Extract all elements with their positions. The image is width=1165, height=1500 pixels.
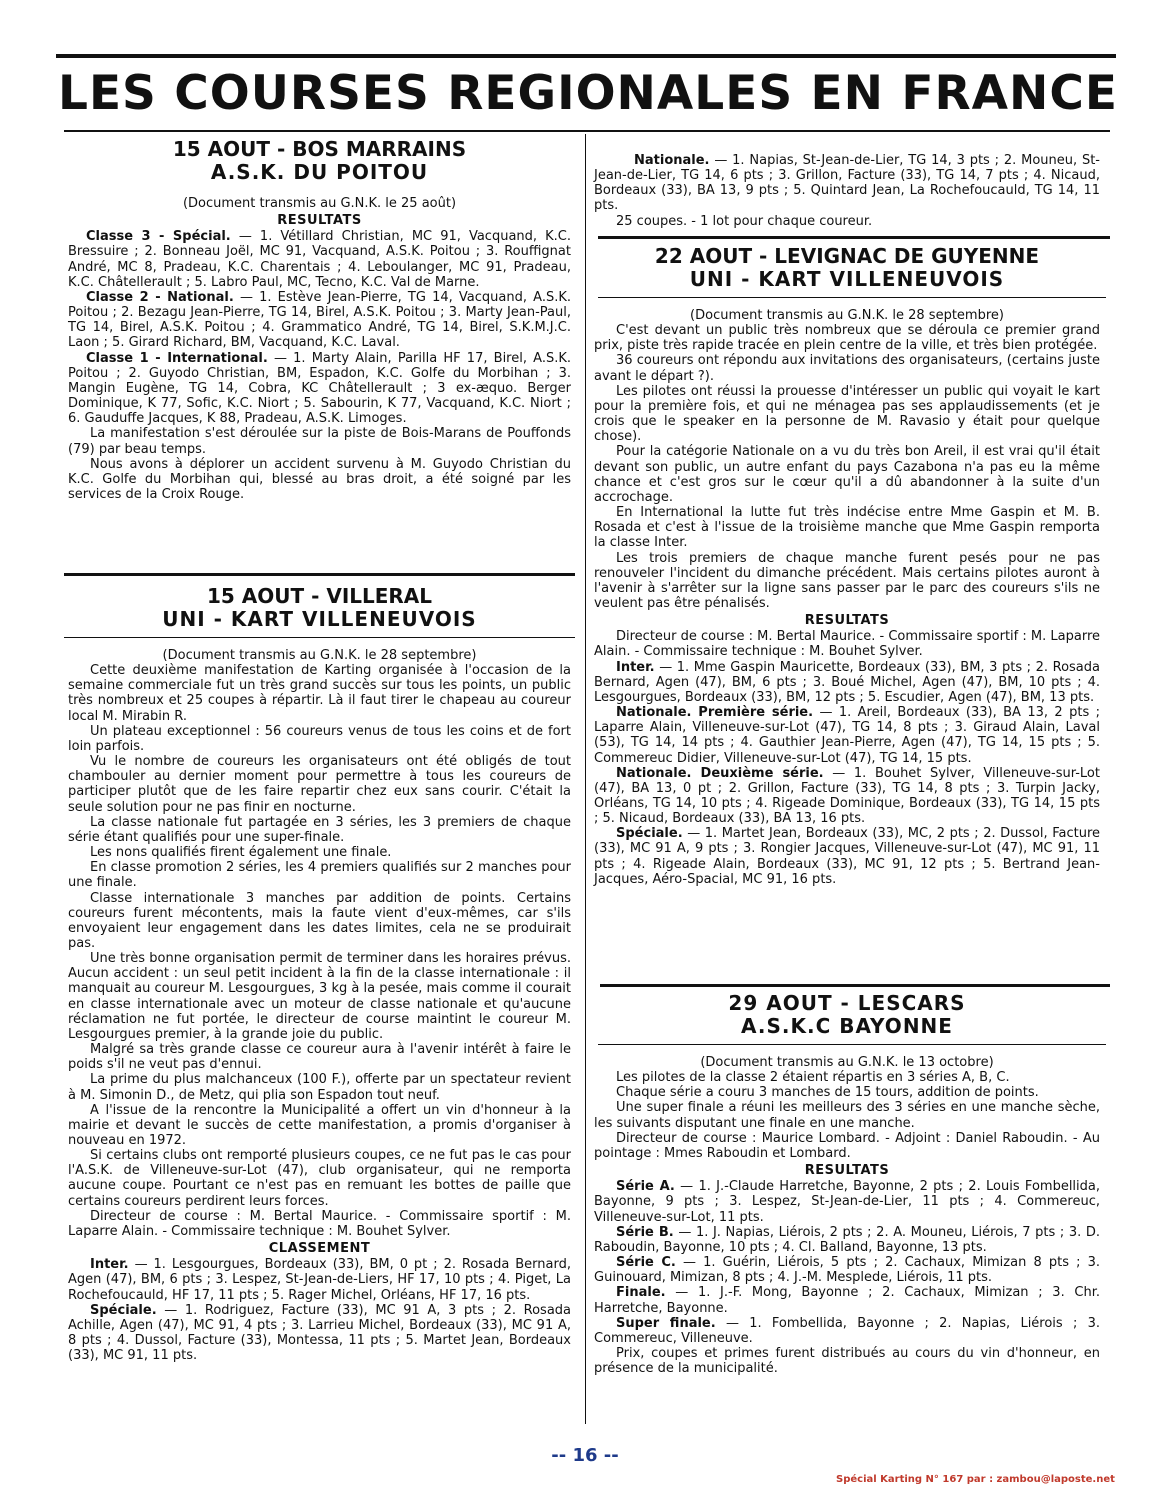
body-paragraph: La prime du plus malchanceux (100 F.), offerte par un spectateur revient à M. Simonin D., de Metz, qui plia son Espadon tout neuf. xyxy=(68,1072,571,1103)
result-label: Classe 3 - Spécial. xyxy=(86,229,231,245)
source-note: (Document transmis au G.N.K. le 28 septembre) xyxy=(162,648,477,663)
body-paragraph: Malgré sa très grande classe ce coureur aura à l'avenir intérêt à faire le poids s'il ne veut pas d'ennui. xyxy=(68,1042,571,1073)
heading-line: 29 AOUT - LESCARS xyxy=(728,991,966,1015)
body-paragraph: En classe promotion 2 séries, les 4 premiers qualifiés sur 2 manches pour une finale. xyxy=(68,860,571,891)
body-paragraph: Directeur de course : M. Bertal Maurice. - Commissaire sportif : M. Laparre Alain. - Commissaire technique : M. Bouhet Sylver. xyxy=(68,1208,571,1239)
result-paragraph xyxy=(594,826,1100,887)
heading-line: UNI - KART VILLENEUVOIS xyxy=(162,607,477,631)
heading-underline xyxy=(64,637,575,638)
result-text: — 1. Vétillard Christian, MC 91, Vacquand, K.C. Bressuire ; 2. Bonneau Joël, MC 91, Vacquand, A.S.K. Poitou ; 3. Rouffignat André, MC 8, Pradeau, K.C. Charentais ; 4. Leboulanger, MC 91, Pradeau, K.C. Châtellerault ; 5. Labro Paul, MC, Tecno, K.C. Val de Marne. xyxy=(68,229,571,290)
body-paragraph: En International la lutte fut très indécise entre Mme Gaspin et M. B. Rosada et c'est à l'issue de la troisième manche que Mme Gaspin remporta la classe Inter. xyxy=(594,505,1100,551)
result-label: Spéciale. xyxy=(90,1302,157,1318)
result-paragraph xyxy=(594,766,1100,827)
result-text: — 1. J.-F. Mong, Bayonne ; 2. Cachaux, Mimizan ; 3. Chr. Harretche, Bayonne. xyxy=(594,1285,1100,1316)
result-label: Série A. xyxy=(616,1179,675,1195)
top-rule xyxy=(56,54,1116,58)
article-villeral xyxy=(68,585,571,1363)
result-text: — 1. Guérin, Liérois, 5 pts ; 2. Cachaux, Mimizan 8 pts ; 3. Guinouard, Mimizan, 8 pts ; 4. J.-M. Mesplede, Liérois, 11 pts. xyxy=(594,1255,1100,1286)
result-paragraph xyxy=(594,1316,1100,1346)
body-paragraph: 25 coupes. - 1 lot pour chaque coureur. xyxy=(616,213,873,229)
section-rule xyxy=(64,573,575,576)
source-note: (Document transmis au G.N.K. le 13 octobre) xyxy=(700,1055,994,1070)
body-paragraph: La classe nationale fut partagée en 3 séries, les 3 premiers de chaque série étant qualifiés pour une super-finale. xyxy=(68,814,571,845)
body-paragraph: Nous avons à déplorer un accident survenu à M. Guyodo Christian du K.C. Golfe du Morbihan qui, blessé au bras droit, a été soigné par les services de la Croix Rouge. xyxy=(68,456,571,502)
result-paragraph xyxy=(68,1303,571,1364)
scan-credit: Spécial Karting N° 167 par : zambou@laposte.net xyxy=(836,1474,1115,1485)
left-column xyxy=(68,138,571,502)
result-text: — 1. Bouhet Sylver, Villeneuve-sur-Lot (47), BA 13, 0 pt ; 2. Grillon, Facture (33), TG 14, 8 pts ; 3. Turpin Jacky, Orléans, TG 14, 10 pts ; 4. Rigeade Dominique, Bordeaux (33), TG 14, 15 pts ; 5. Nicaud, Bordeaux (33), BA 13, 16 pts. xyxy=(594,765,1100,827)
heading-line: UNI - KART VILLENEUVOIS xyxy=(689,267,1005,291)
result-text: — 1. Mme Gaspin Mauricette, Bordeaux (33), BM, 3 pts ; 2. Rosada Bernard, Agen (47), BM, 6 pts ; 3. Boué Michel, Agen (47), BM, 10 pts ; 4. Lesgourgues, Bordeaux (33), BM, 12 pts ; 5. Escudier, Agen (47), BM, 13 pts. xyxy=(594,659,1100,705)
result-text: — 1. Estève Jean-Pierre, TG 14, Vacquand, A.S.K. Poitou ; 2. Bezagu Jean-Pierre, TG 14, Birel, A.S.K. Poitou ; 3. Marty Jean-Paul, TG 14, Birel, A.S.K. Poitou ; 4. Grammatico André, TG 14, Birel, S.K.M.J.C. Laon ; 5. Girard Richard, BM, Vacquand, K.C. Laval. xyxy=(68,289,571,351)
result-text: — 1. Napias, St-Jean-de-Lier, TG 14, 3 pts ; 2. Mouneu, St-Jean-de-Lier, TG 14, 6 pts ; 3. Grillon, Facture (33), TG 14, 7 pts ; 4. Nicaud, Bordeaux (33), BA 13, 9 pts ; 5. Quintard Jean, La Rochefoucauld, TG 14, 11 pts. xyxy=(594,153,1100,214)
body-paragraph: La manifestation s'est déroulée sur la piste de Bois-Marans de Pouffonds (79) par beau temps. xyxy=(68,426,571,457)
body-paragraph: 36 coureurs ont répondu aux invitations des organisateurs, (certains juste avant le départ ?). xyxy=(594,353,1100,384)
result-label: Inter. xyxy=(90,1257,129,1273)
page-number: -- 16 -- xyxy=(551,1445,619,1466)
body-paragraph: Directeur de course : M. Bertal Maurice. - Commissaire sportif : M. Laparre Alain. - Commissaire technique : M. Bouhet Sylver. xyxy=(594,629,1100,660)
article-bos-marrains xyxy=(68,138,571,502)
result-paragraph xyxy=(594,153,1100,214)
body-paragraph: Pour la catégorie Nationale on a vu du très bon Areil, il est vrai qu'il était devant son public, un autre enfant du pays Cazabona n'a pas eu la même chance et c'est gros sur le cœur qu'il a dû abandonner à la suite d'un accrochage. xyxy=(594,444,1100,505)
article-villeral-continued xyxy=(594,153,1100,229)
result-label: Nationale. Première série. xyxy=(616,705,814,721)
result-label: Classe 1 - International. xyxy=(86,350,268,366)
article-heading xyxy=(68,585,571,631)
body-paragraph: Un plateau exceptionnel : 56 coureurs venus de tous les coins et de fort loin parfois. xyxy=(68,723,571,754)
body-paragraph: Les nons qualifiés firent également une finale. xyxy=(90,845,392,861)
result-label: Finale. xyxy=(616,1285,666,1301)
result-text: — 1. Marty Alain, Parilla HF 17, Birel, A.S.K. Poitou ; 2. Guyodo Christian, BM, Espadon, K.C. Golfe du Morbihan ; 3. Mangin Eugène, TG 14, Cobra, KC Châtellerault ; 3 ex-æquo. Berger Dominique, K 77, Sofic, K.C. Niort ; 5. Sabourin, K 77, Vacquand, K.C. Niort ; 6. Gauduffe Jacques, K 88, Pradeau, A.S.K. Limoges. xyxy=(68,350,571,427)
result-text: — 1. Areil, Bordeaux (33), BA 13, 2 pts ; Laparre Alain, Villeneuve-sur-Lot (47), TG 14, 8 pts ; 3. Giraud Alain, Laval (53), TG 14, 14 pts ; 4. Gauthier Jean-Pierre, Agen (47), TG 14, 15 pts ; 5. Commereuc Didier, Villeneuve-sur-Lot (47), TG 14, 15 pts. xyxy=(594,705,1100,766)
body-paragraph: Cette deuxième manifestation de Karting organisée à l'occasion de la semaine commerciale fut un très grand succès sur tous les points, un public très nombreux et 25 coupes à répartir. Là il faut tirer le chapeau au coureur local M. Mirabin R. xyxy=(68,663,571,724)
result-text: — 1. Lesgourgues, Bordeaux (33), BM, 0 pt ; 2. Rosada Bernard, Agen (47), BM, 6 pts ; 3. Lespez, St-Jean-de-Liers, HF 17, 10 pts ; 4. Piget, La Rochefoucauld, HF 17, 11 pts ; 5. Rager Michel, Orléans, HF 17, 16 pts. xyxy=(68,1257,571,1303)
result-text: — 1. Martet Jean, Bordeaux (33), MC, 2 pts ; 2. Dussol, Facture (33), MC 91 A, 9 pts ; 3. Rongier Jacques, Villeneuve-sur-Lot (47), MC 91, 11 pts ; 4. Rigeade Alain, Bordeaux (33), MC 91, 12 pts ; 5. Bertrand Jean-Jacques, Aéro-Spacial, MC 91, 16 pts. xyxy=(594,826,1100,887)
title-rule xyxy=(64,130,1110,132)
result-paragraph xyxy=(594,1179,1100,1224)
left-column-lower xyxy=(68,585,571,1363)
result-label: Série C. xyxy=(616,1255,676,1271)
section-heading: RESULTATS xyxy=(277,213,362,229)
body-paragraph: Directeur de course : Maurice Lombard. - Adjoint : Daniel Raboudin. - Au pointage : Mmes Raboudin et Lombard. xyxy=(594,1130,1100,1161)
column-divider xyxy=(585,134,586,1424)
body-paragraph: Si certains clubs ont remporté plusieurs coupes, ce ne fut pas le cas pour l'A.S.K. de Villeneuve-sur-Lot (47), club organisateur, qui ne remporta aucune coupe. Pourtant ce n'est pas en remuant les bottes de paille que certains coureurs perdirent leurs forces. xyxy=(68,1148,571,1209)
heading-line: A.S.K.C BAYONNE xyxy=(741,1014,953,1038)
body-paragraph: Une très bonne organisation permit de terminer dans les horaires prévus. Aucun accident : un seul petit incident à la fin de la classe internationale : il manquait au coureur M. Lesgourgues, 3 kg à la pesée, mais comme il courait en classe internationale avec un moteur de classe nationale et qu'aucune réclamation ne fut portée, le directeur de course maintint le coureur M. Lesgourgues premier, à la grande joie du public. xyxy=(68,951,571,1042)
result-text: — 1. J. Napias, Liérois, 2 pts ; 2. A. Mouneu, Liérois, 7 pts ; 3. D. Raboudin, Bayonne, 10 pts ; 4. Cl. Balland, Bayonne, 13 pts. xyxy=(594,1224,1100,1255)
result-text: — 1. J.-Claude Harretche, Bayonne, 2 pts ; 2. Louis Fombellida, Bayonne, 9 pts ; 3. Lespez, St-Jean-de-Lier, 11 pts ; 4. Commereuc, Villeneuve-sur-Lot, 11 pts. xyxy=(594,1179,1100,1225)
result-label: Inter. xyxy=(616,659,655,675)
body-paragraph: Les trois premiers de chaque manche furent pesés pour ne pas renouveler l'incident du dimanche précédent. Mais certains pilotes auront à l'avenir à s'arrêter sur la ligne sans passer par le parc des coureurs s'ils ne veulent pas être pénalisés. xyxy=(594,550,1100,611)
article-lescars xyxy=(594,992,1100,1376)
source-note: (Document transmis au G.N.K. le 25 août) xyxy=(182,196,457,211)
result-label: Nationale. xyxy=(634,153,710,168)
section-heading: RESULTATS xyxy=(804,613,890,629)
article-heading xyxy=(594,992,1100,1038)
body-paragraph: Une super finale a réuni les meilleurs des 3 séries en une manche sèche, les suivants disputant une finale en une manche. xyxy=(594,1100,1100,1131)
section-rule xyxy=(598,236,1110,239)
heading-underline xyxy=(598,297,1106,298)
heading-line: A.S.K. DU POITOU xyxy=(210,160,429,184)
result-paragraph xyxy=(594,660,1100,705)
article-heading xyxy=(594,245,1100,291)
result-text: — 1. Fombellida, Bayonne ; 2. Napias, Liérois ; 3. Commereuc, Villeneuve. xyxy=(594,1315,1100,1346)
section-heading: CLASSEMENT xyxy=(268,1241,371,1257)
result-paragraph xyxy=(68,351,571,427)
result-paragraph xyxy=(594,1285,1100,1315)
result-label: Spéciale. xyxy=(616,826,683,842)
result-text: — 1. Rodriguez, Facture (33), MC 91 A, 3 pts ; 2. Rosada Achille, Agen (47), MC 91, 4 pts ; 3. Larrieu Michel, Bordeaux (33), MC 91 A, 8 pts ; 4. Dussol, Facture (33), Montessa, 11 pts ; 5. Martet Jean, Bordeaux (33), MC 91, 11 pts. xyxy=(68,1302,571,1364)
body-paragraph: Vu le nombre de coureurs les organisateurs ont été obligés de tout chambouler au dernier moment pour permettre à tous les coureurs de participer plutôt que de les faire repartir chez eux sans courir. C'était la seule solution pour ne pas finir en nocturne. xyxy=(68,754,571,815)
result-paragraph xyxy=(594,1255,1100,1285)
result-label: Super finale. xyxy=(616,1315,716,1331)
right-column-levignac xyxy=(594,245,1100,887)
body-paragraph: A l'issue de la rencontre la Municipalité a offert un vin d'honneur à la mairie et devant le succès de cette manifestation, a promis d'organiser à nouveau en 1972. xyxy=(68,1102,571,1148)
body-paragraph: Chaque série a couru 3 manches de 15 tours, addition de points. xyxy=(616,1085,1039,1101)
right-column xyxy=(594,153,1100,229)
body-paragraph: Prix, coupes et primes furent distribués au cours du vin d'honneur, en présence de la municipalité. xyxy=(594,1345,1100,1377)
heading-line: 15 AOUT - VILLERAL xyxy=(206,584,433,608)
heading-line: 15 AOUT - BOS MARRAINS xyxy=(172,137,467,161)
source-note: (Document transmis au G.N.K. le 28 septembre) xyxy=(690,308,1004,323)
result-label: Nationale. Deuxième série. xyxy=(616,765,824,781)
heading-line: 22 AOUT - LEVIGNAC DE GUYENNE xyxy=(654,244,1040,268)
body-paragraph: Les pilotes ont réussi la prouesse d'intéresser un public qui voyait le kart pour la première fois, et qui ne ménagea pas ses applaudissements (et je crois que le speaker en la personne de M. Ravasio y était pour quelque chose). xyxy=(594,383,1100,445)
section-heading: RESULTATS xyxy=(804,1163,890,1179)
result-paragraph xyxy=(68,1257,571,1302)
body-paragraph: Les pilotes de la classe 2 étaient répartis en 3 séries A, B, C. xyxy=(616,1070,1010,1086)
body-paragraph: C'est devant un public très nombreux que se déroula ce premier grand prix, piste très rapide tracée en plein centre de la ville, et très bien protégée. xyxy=(594,323,1100,354)
result-paragraph xyxy=(68,229,571,290)
result-label: Série B. xyxy=(616,1224,674,1240)
result-paragraph xyxy=(594,1225,1100,1255)
heading-underline xyxy=(598,1044,1106,1045)
result-paragraph xyxy=(594,705,1100,766)
right-column-lescars xyxy=(594,992,1100,1376)
article-levignac xyxy=(594,245,1100,887)
result-label: Classe 2 - National. xyxy=(86,289,234,305)
body-paragraph: Classe internationale 3 manches par addition de points. Certains coureurs furent mécontents, mais la faute vient d'eux-mêmes, car s'ils envoyaient leur engagement dans les dates limites, cela ne se produirait pas. xyxy=(68,890,571,951)
page-title: LES COURSES REGIONALES EN FRANCE xyxy=(58,66,1118,121)
section-rule xyxy=(600,984,1110,987)
article-heading xyxy=(68,138,571,184)
result-paragraph xyxy=(68,290,571,351)
